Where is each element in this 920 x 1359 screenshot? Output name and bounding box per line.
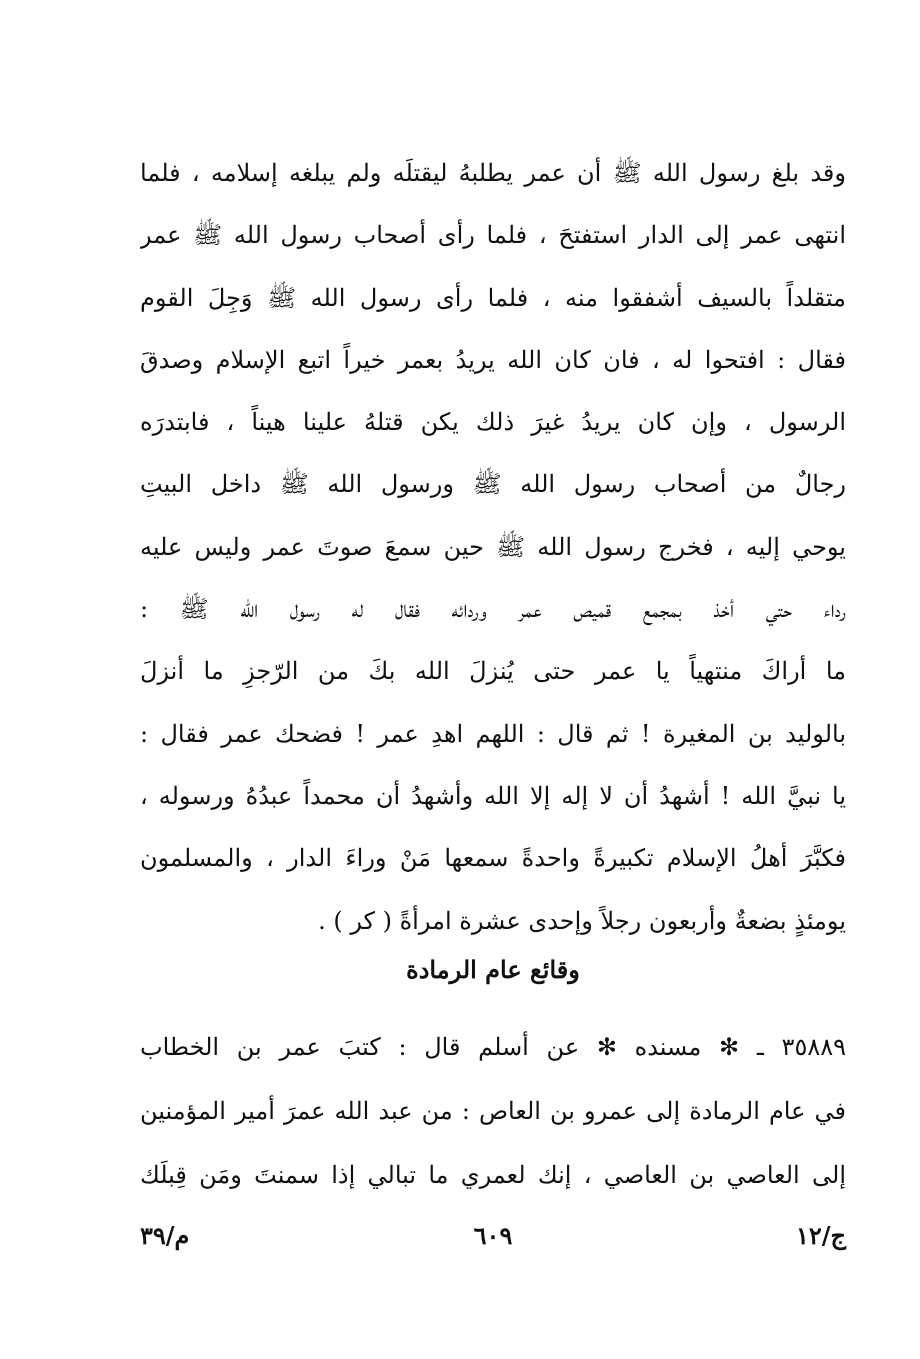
text-line: رداء حتي أخذ بمجمع قميص عمر وردائه فقال له رسول الله ﷺ : (140, 595, 846, 624)
text-line: فكبَّرَ أهلُ الإسلام تكبيرةً واحدةً سمعها مَنْ وراءَ الدار ، والمسلمون (140, 844, 846, 873)
text-line: متقلداً بالسيف أشفقوا منه ، فلما رأى رسول الله ﷺ وَجِلَ القوم (140, 283, 846, 312)
text-line: فقال : افتحوا له ، فان كان الله يريدُ بعمر خيراً اتبع الإسلام وصدقَ (140, 345, 846, 374)
page-footer (140, 1214, 846, 1258)
body-text (140, 142, 846, 952)
page-number: ٦٠٩ (473, 1221, 513, 1250)
volume-number: ج/١٢ (795, 1221, 846, 1250)
text-line: يوحي إليه ، فخرج رسول الله ﷺ حين سمعَ صوتَ عمر وليس عليه (140, 532, 846, 561)
hadith-line: إلى العاصي بن العاصي ، إنك لعمري ما تبالي إذا سمنتَ ومَن قِبلَك (140, 1161, 846, 1189)
section-heading: وقائع عام الرمادة (406, 955, 580, 984)
hadith-text (140, 1015, 846, 1207)
text-line: ما أراكَ منتهياً يا عمر حتى يُنزلَ الله بكَ من الرّجزِ ما أنزلَ (140, 657, 846, 686)
hadith-line: في عام الرمادة إلى عمرو بن العاص : من عبد الله عمرَ أمير المؤمنين (140, 1097, 846, 1125)
text-line: الرسول ، وإن كان يريدُ غيرَ ذلك يكن قتلهُ علينا هيناً ، فابتدرَه (140, 408, 846, 437)
text-line: رجالٌ من أصحاب رسول الله ﷺ ورسول الله ﷺ داخل البيتِ (140, 470, 846, 499)
text-line: يا نبيَّ الله ! أشهدُ أن لا إله إلا الله وأشهدُ أن محمداً عبدُهُ ورسوله ، (140, 781, 846, 810)
hadith-line: ٣٥٨٨٩ ـ ✻ مسنده ✻ عن أسلم قال : كتبَ عمر بن الخطاب (140, 1033, 846, 1061)
text-line: انتهى عمر إلى الدار استفتحَ ، فلما رأى أصحاب رسول الله ﷺ عمر (140, 221, 846, 250)
text-line: بالوليد بن المغيرة ! ثم قال : اللهم اهدِ عمر ! فضحك عمر فقال : (140, 719, 846, 748)
text-line: يومئذٍ بضعةٌ وأربعون رجلاً وإحدى عشرة امرأةً ( كر ) . (318, 906, 846, 935)
signature-mark: م/٣٩ (140, 1221, 190, 1250)
text-line: وقد بلغ رسول الله ﷺ أن عمر يطلبهُ ليقتلَه ولم يبلغه إسلامه ، فلما (140, 159, 846, 187)
